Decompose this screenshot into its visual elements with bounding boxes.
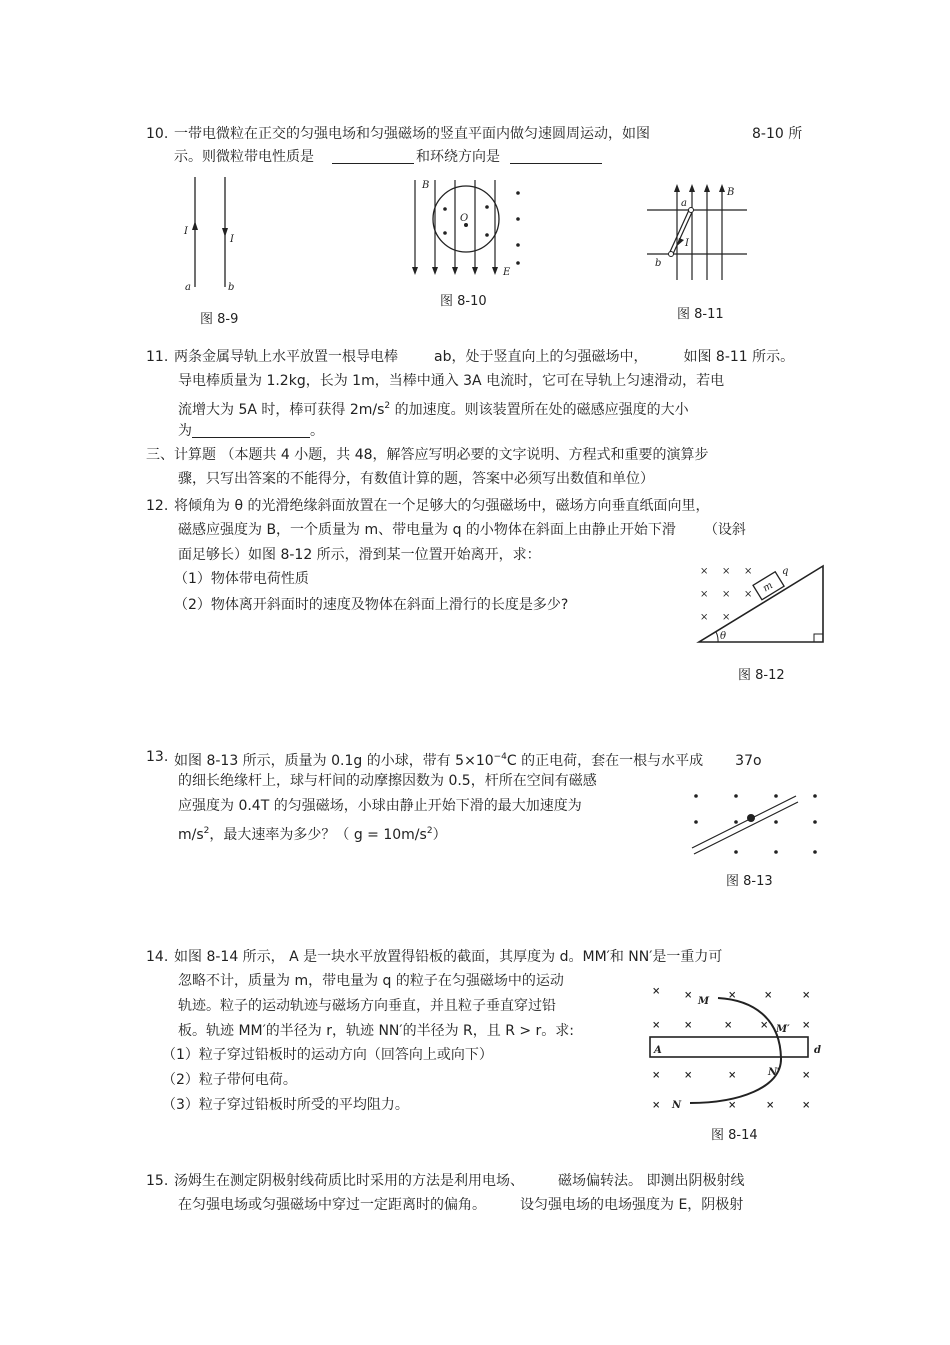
fig814-label-d: d	[814, 1045, 821, 1056]
fig811-label-B: B	[727, 187, 735, 198]
q13-line4-a: m/s	[178, 827, 204, 843]
q11-line1-a: 两条金属导轨上水平放置一根导电棒	[174, 349, 398, 365]
fig812-field-x: ×	[700, 589, 709, 600]
fig814-field-x: ×	[766, 1100, 775, 1111]
q14-line3: 轨迹。粒子的运动轨迹与磁场方向垂直，并且粒子垂直穿过铅	[178, 998, 556, 1014]
q11-line3-a: 流增大为 5A 时，棒可获得 2m/s	[178, 402, 385, 418]
q13-number: 13.	[146, 749, 169, 765]
q11-line3-b: 的加速度。则该装置所在处的磁感应强度的大小	[390, 402, 689, 418]
fig89-caption: 图 8-9	[200, 312, 239, 327]
figure-8-10	[405, 175, 530, 285]
q11-superscript: 2	[384, 401, 391, 411]
fig812-field-x: ×	[744, 566, 753, 577]
q11-line1-c: 如图 8-11 所示。	[683, 349, 795, 365]
fig810-label-O: O	[460, 213, 469, 224]
q14-line2: 忽略不计，质量为 m，带电量为 q 的粒子在匀强磁场中的运动	[178, 973, 564, 989]
q13-line1-c: 37o	[735, 753, 762, 769]
q14-line1: 如图 8-14 所示， A 是一块水平放置得铅板的截面，其厚度为 d。MM′和 NN′是一重力可	[174, 949, 723, 965]
fig814-field-x: ×	[760, 1020, 769, 1031]
q12-sub2: （2）物体离开斜面时的速度及物体在斜面上滑行的长度是多少?	[174, 597, 569, 613]
figure-8-14	[648, 978, 828, 1113]
fig814-field-x: ×	[728, 990, 737, 1001]
fig814-field-x: ×	[802, 990, 811, 1001]
fig814-field-x: ×	[802, 1100, 811, 1111]
q14-line4: 板。轨迹 MM′的半径为 r，轨迹 NN′的半径为 R，且 R > r。求:	[178, 1023, 575, 1039]
fig814-label-N: N	[672, 1100, 682, 1111]
fig812-label-theta: θ	[720, 631, 727, 642]
fig814-field-x: ×	[652, 1070, 661, 1081]
fig810-caption: 图 8-10	[440, 294, 487, 309]
fig814-field-x: ×	[652, 1020, 661, 1031]
fig814-field-x: ×	[728, 1100, 737, 1111]
q11-line4	[178, 422, 324, 440]
q13-line3: 应强度为 0.4T 的匀强磁场，小球由静止开始下滑的最大加速度为	[178, 798, 582, 814]
fig811-label-b: b	[655, 258, 662, 269]
fig810-label-B: B	[422, 180, 430, 191]
q14-sub1: （1）粒子穿过铅板时的运动方向（回答向上或向下）	[162, 1047, 493, 1063]
fig810-label-E: E	[503, 267, 511, 278]
fig812-field-x: ×	[722, 566, 731, 577]
q15-line1-a: 汤姆生在测定阴极射线荷质比时采用的方法是利用电场、	[174, 1173, 524, 1189]
q10-text-line1: 一带电微粒在正交的匀强电场和匀强磁场的竖直平面内做匀速圆周运动，如图	[174, 126, 650, 142]
fig811-label-a: a	[681, 198, 687, 209]
q12-sub1: （1）物体带电荷性质	[174, 571, 309, 587]
fig812-field-x: ×	[722, 612, 731, 623]
fig811-caption: 图 8-11	[677, 307, 724, 322]
fig813-caption: 图 8-13	[726, 874, 773, 889]
q10-text-line2	[174, 148, 602, 166]
fig814-field-x: ×	[684, 990, 693, 1001]
fig814-field-x: ×	[802, 1070, 811, 1081]
q13-superscript: 2	[426, 826, 433, 836]
fig814-label-M-prime: M′	[776, 1024, 790, 1035]
q13-line1-b: C 的正电荷，套在一根与水平成	[506, 753, 704, 769]
q13-line1-a: 如图 8-13 所示，质量为 0.1g 的小球，带有 5×10	[174, 753, 494, 769]
q15-line1	[174, 1172, 744, 1190]
q10-number: 10.	[146, 126, 169, 142]
fig89-label-b: b	[228, 282, 235, 293]
q14-number: 14.	[146, 949, 169, 965]
q12-line2-b: （设斜	[703, 522, 746, 538]
fig814-field-x: ×	[724, 1020, 733, 1031]
q11-line2: 导电棒质量为 1.2kg，长为 1m，当棒中通入 3A 电流时，它可在导轨上匀速滑动，若电	[178, 373, 725, 389]
fig814-label-M: M	[698, 996, 710, 1007]
fig812-caption: 图 8-12	[738, 668, 785, 683]
fig814-field-x: ×	[764, 990, 773, 1001]
q13-superscript: 2	[203, 826, 210, 836]
q13-line1	[174, 748, 762, 770]
q10-blank-charge[interactable]	[332, 149, 414, 164]
fig814-field-x: ×	[728, 1070, 737, 1081]
fig814-field-x: ×	[684, 1020, 693, 1031]
q15-line2-b: 设匀强电场的电场强度为 E，阴极射	[520, 1197, 744, 1213]
fig811-label-I: I	[685, 238, 689, 249]
q14-sub3: （3）粒子穿过铅板时所受的平均阻力。	[162, 1097, 409, 1113]
fig814-label-N-prime: N′	[768, 1067, 780, 1078]
q11-line3	[178, 397, 689, 419]
fig812-label-m: m	[761, 580, 775, 595]
q11-line1-b: ab，处于竖直向上的匀强磁场中，	[434, 349, 648, 365]
q10-blank-direction[interactable]	[510, 149, 602, 164]
q11-number: 11.	[146, 349, 169, 365]
q13-line4-b: ，最大速率为多少？（ g = 10m/s	[209, 827, 427, 843]
q15-number: 15.	[146, 1173, 169, 1189]
fig812-field-x: ×	[700, 612, 709, 623]
section3-line2: 骤，只写出答案的不能得分，有数值计算的题，答案中必须写出数值和单位）	[178, 471, 654, 487]
q11-line4-b: 。	[310, 423, 324, 439]
q11-line1	[174, 348, 794, 366]
q15-line2	[178, 1196, 743, 1214]
q13-exponent: −4	[493, 752, 507, 762]
q13-line2: 的细长绝缘杆上，球与杆间的动摩擦因数为 0.5，杆所在空间有磁感	[178, 773, 597, 789]
q13-line4	[178, 822, 447, 844]
fig814-field-x: ×	[684, 1070, 693, 1081]
fig814-label-A: A	[654, 1045, 662, 1056]
fig812-label-q: q	[782, 566, 789, 577]
q12-number: 12.	[146, 498, 169, 514]
fig812-field-x: ×	[744, 589, 753, 600]
fig89-current-label-1: I	[184, 226, 188, 237]
fig814-caption: 图 8-14	[711, 1128, 758, 1143]
q11-blank-field[interactable]	[192, 423, 310, 438]
figure-8-9	[180, 172, 240, 297]
q15-line2-a: 在匀强电场或匀强磁场中穿过一定距离时的偏角。	[178, 1197, 486, 1213]
fig812-field-x: ×	[722, 589, 731, 600]
fig89-current-label-2: I	[230, 234, 234, 245]
q12-line2	[178, 521, 746, 539]
q12-line2-a: 磁感应强度为 B，一个质量为 m、带电量为 q 的小物体在斜面上由静止开始下滑	[178, 522, 676, 538]
figure-8-11	[645, 180, 755, 290]
fig812-field-x: ×	[700, 566, 709, 577]
q14-sub2: （2）粒子带何电荷。	[162, 1072, 297, 1088]
q10-figure-ref: 8-10 所	[752, 126, 803, 142]
q13-line4-c: ）	[432, 827, 447, 843]
q12-line3: 面足够长）如图 8-12 所示，滑到某一位置开始离开，求：	[178, 547, 541, 563]
section3-line1: 三、计算题 （本题共 4 小题，共 48，解答应写明必要的文字说明、方程式和重要的演算步	[146, 447, 709, 463]
figure-8-13	[688, 788, 823, 858]
q15-line1-b: 磁场偏转法。 即测出阴极射线	[558, 1173, 745, 1189]
q11-line4-a: 为	[178, 423, 192, 439]
fig814-field-x: ×	[802, 1020, 811, 1031]
fig814-field-x: ×	[652, 1100, 661, 1111]
q10-text-a: 示。则微粒带电性质是	[174, 149, 314, 165]
figure-8-12	[696, 560, 831, 650]
q12-line1: 将倾角为 θ 的光滑绝缘斜面放置在一个足够大的匀强磁场中，磁场方向垂直纸面向里，	[174, 498, 710, 514]
q10-text-b: 和环绕方向是	[416, 149, 500, 165]
fig814-field-x: ×	[652, 986, 661, 997]
fig89-label-a: a	[185, 282, 191, 293]
